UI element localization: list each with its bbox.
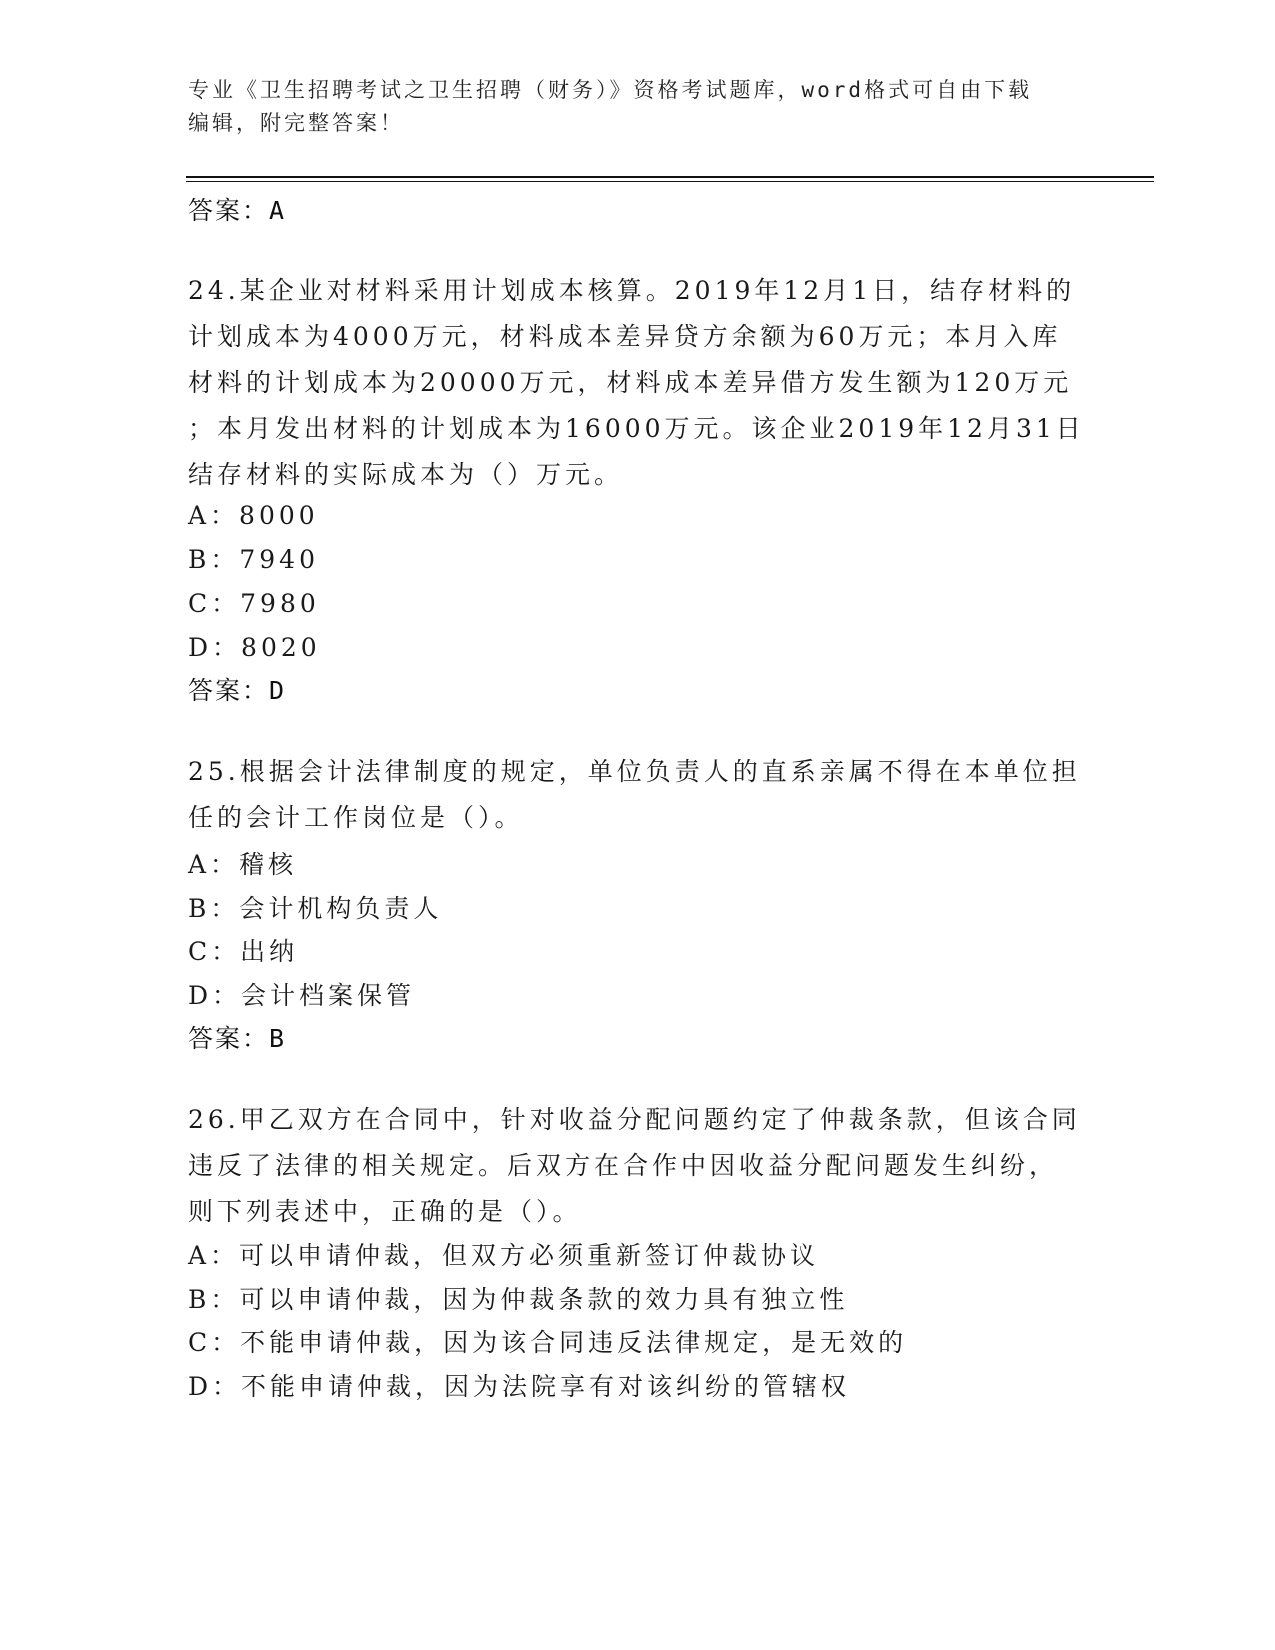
question-24-text bbox=[188, 268, 1085, 498]
header-line-2: 编辑，附完整答案！ bbox=[188, 111, 404, 135]
question-text-line: 计划成本为4000万元，材料成本差异贷方余额为60万元；本月入库 bbox=[188, 322, 1062, 351]
question-24-option-c: C：7980 bbox=[188, 589, 320, 618]
question-25-option-a: A：稽核 bbox=[188, 850, 298, 879]
document-header bbox=[188, 74, 1088, 140]
question-24-option-b: B：7940 bbox=[188, 545, 319, 574]
question-text-line: 25.根据会计法律制度的规定，单位负责人的直系亲属不得在本单位担 bbox=[188, 757, 1081, 786]
previous-answer: 答案：A bbox=[188, 196, 287, 225]
question-26-text bbox=[188, 1097, 1081, 1235]
question-26-option-b: B：可以申请仲裁，因为仲裁条款的效力具有独立性 bbox=[188, 1285, 849, 1314]
question-25-option-d: D：会计档案保管 bbox=[188, 981, 416, 1010]
question-25-answer: 答案：B bbox=[188, 1024, 287, 1053]
question-text-line: 结存材料的实际成本为（）万元。 bbox=[188, 460, 624, 489]
question-25-option-c: C：出纳 bbox=[188, 937, 299, 966]
question-text-line: 24.某企业对材料采用计划成本核算。2019年12月1日，结存材料的 bbox=[188, 276, 1076, 305]
header-rule-thin bbox=[186, 181, 1154, 182]
header-rule-thick bbox=[186, 176, 1154, 178]
question-text-line: 则下列表述中，正确的是（）。 bbox=[188, 1197, 582, 1226]
question-text-line: 任的会计工作岗位是（）。 bbox=[188, 803, 524, 832]
question-24-option-d: D：8020 bbox=[188, 633, 321, 662]
question-26-option-a: A：可以申请仲裁，但双方必须重新签订仲裁协议 bbox=[188, 1241, 820, 1270]
question-text-line: 违反了法律的相关规定。后双方在合作中因收益分配问题发生纠纷， bbox=[188, 1151, 1059, 1180]
header-line-1: 专业《卫生招聘考试之卫生招聘（财务）》资格考试题库，word格式可自由下载 bbox=[188, 78, 1033, 102]
question-text-line: 26.甲乙双方在合同中，针对收益分配问题约定了仲裁条款，但该合同 bbox=[188, 1105, 1081, 1134]
question-24-answer: 答案：D bbox=[188, 676, 287, 705]
question-24-option-a: A：8000 bbox=[188, 501, 319, 530]
question-25-option-b: B：会计机构负责人 bbox=[188, 894, 443, 923]
question-26-option-c: C：不能申请仲裁，因为该合同违反法律规定，是无效的 bbox=[188, 1328, 908, 1357]
question-text-line: ；本月发出材料的计划成本为16000万元。该企业2019年12月31日 bbox=[188, 414, 1085, 443]
question-text-line: 材料的计划成本为20000万元，材料成本差异借方发生额为120万元 bbox=[188, 368, 1073, 397]
question-26-option-d: D：不能申请仲裁，因为法院享有对该纠纷的管辖权 bbox=[188, 1372, 851, 1401]
question-25-text bbox=[188, 749, 1081, 841]
